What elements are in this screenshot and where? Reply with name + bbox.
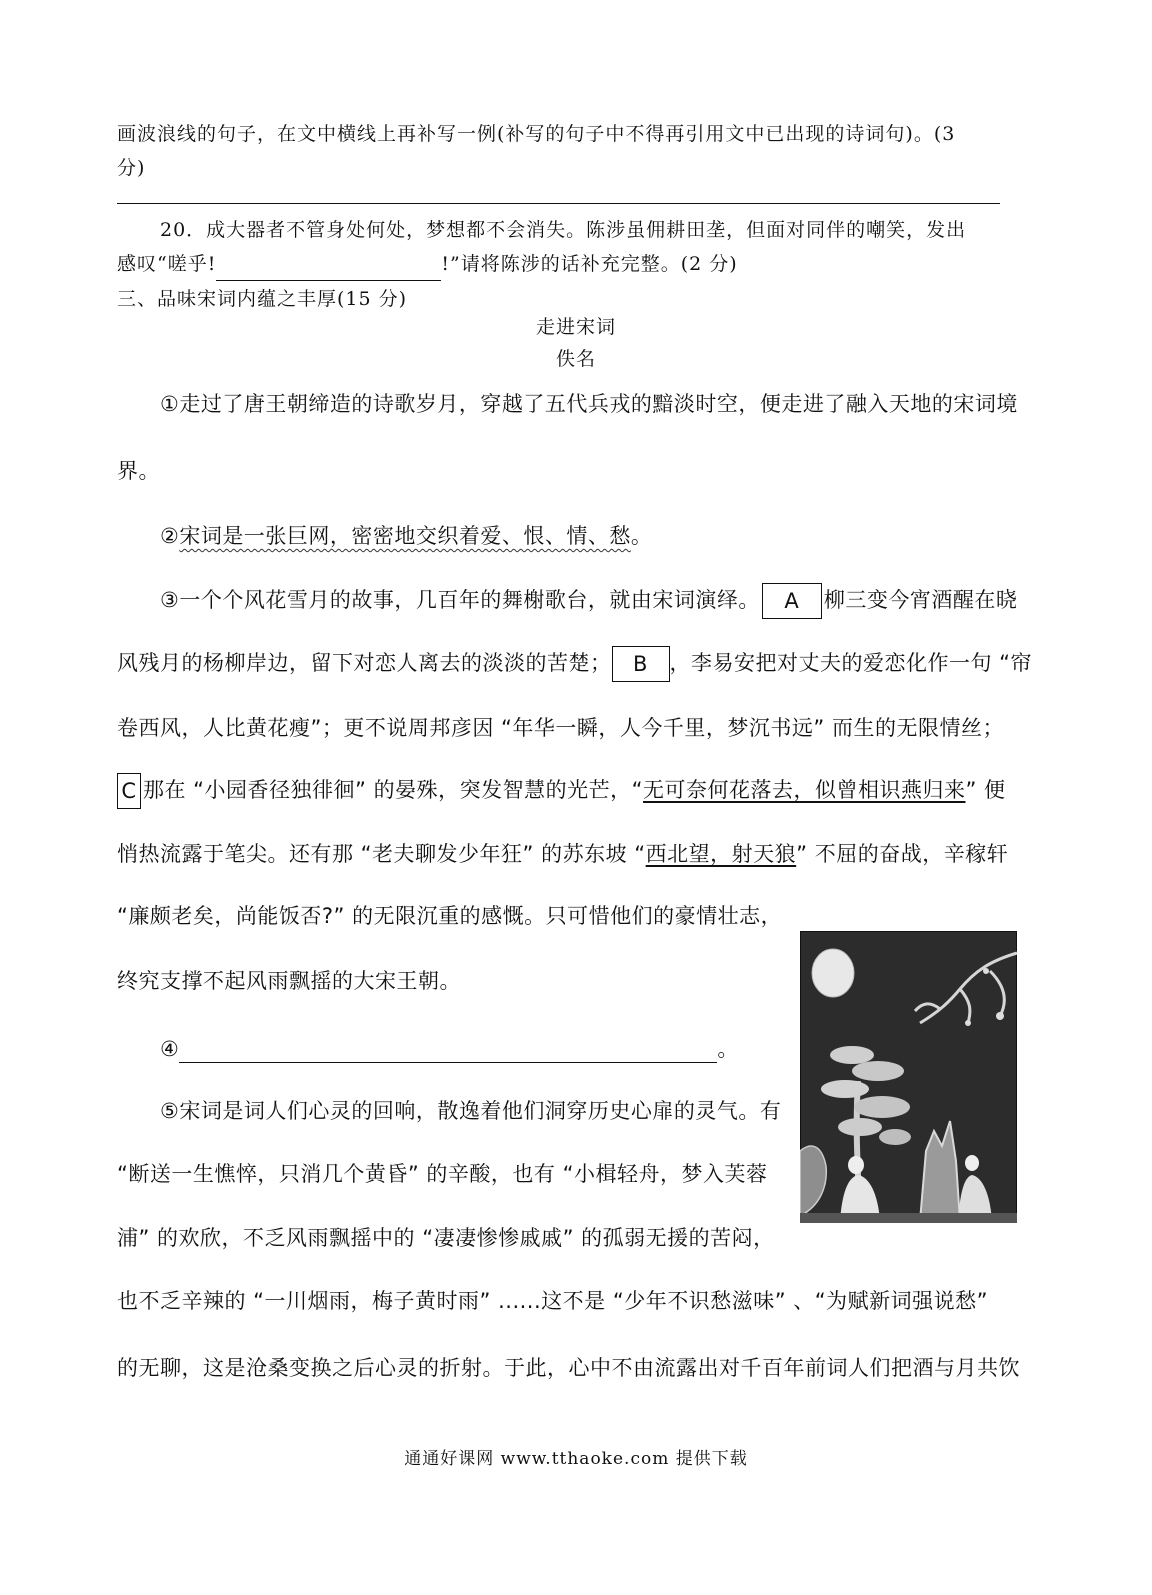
paragraph-1-line: 界。 (117, 459, 160, 483)
paragraph-3-line: 终究支撑不起风雨飘摇的大宋王朝。 (117, 969, 461, 993)
question-text-line: 画波浪线的句子，在文中横线上再补写一例(补写的句子中不得再引用文中已出现的诗词句)。(3 (117, 123, 956, 145)
paragraph-text: 悄热流露于笔尖。还有那 “老夫聊发少年狂” 的苏东坡 “ (117, 842, 646, 866)
paragraph-4-answer-blank[interactable] (179, 1040, 717, 1063)
paragraph-number: ④ (160, 1037, 180, 1061)
paragraph-number: ② (160, 524, 180, 548)
underlined-quote: 无可奈何花落去，似曾相识燕归来 (643, 778, 966, 802)
moon-shape (812, 949, 854, 997)
article-title: 走进宋词 (535, 316, 616, 338)
paragraph-3-line (117, 838, 1008, 868)
paragraph-text: ” 便 (965, 778, 1006, 802)
wavy-underlined-sentence: 宋词是一张巨网，密密地交织着爱、恨、情、愁 (179, 524, 631, 548)
paragraph-text: ” 不屈的奋战，辛稼轩 (796, 842, 1009, 866)
paragraph-3-line: 卷西风，人比黄花瘦”；更不说周邦彦因 “年华一瞬，人今千里，梦沉书远” 而生的无限情丝； (117, 716, 1004, 740)
paragraph-3-line (160, 583, 1017, 619)
paragraph-text: ，李易安把对丈夫的爱恋化作一句 “帘 (669, 651, 1033, 675)
answer-blank-line[interactable] (117, 203, 1000, 204)
q20-text-line: 20．成大器者不管身处何处，梦想都不会消失。陈涉虽佣耕田垄，但面对同伴的嘲笑，发出 (160, 219, 967, 241)
paragraph-punct: 。 (717, 1037, 739, 1061)
paragraph-text: ③一个个风花雪月的故事，几百年的舞榭歌台，就由宋词演绎。 (160, 588, 760, 612)
paragraph-5-line: 的无聊，这是沧桑变换之后心灵的折射。于此，心中不由流露出对千百年前词人们把酒与月共饮 (117, 1356, 1020, 1380)
paragraph-3-line (117, 773, 1006, 809)
paragraph-4 (160, 1033, 739, 1063)
underlined-quote: 西北望，射天狼 (645, 842, 797, 866)
question-text-line: 分) (117, 157, 146, 179)
blank-box-b[interactable]: B (612, 646, 670, 682)
article-author: 佚名 (555, 348, 596, 370)
paragraph-punct: 。 (630, 524, 653, 548)
blank-box-a[interactable]: A (762, 583, 822, 619)
paragraph-3-line (117, 646, 1032, 682)
q20-suffix: !”请将陈涉的话补充完整。(2 分) (441, 253, 738, 275)
paragraph-text: 那在 “小园香径独徘徊” 的晏殊，突发智慧的光芒，“ (143, 778, 643, 802)
paragraph-5-line: ⑤宋词是词人们心灵的回响，散逸着他们洞穿历史心扉的灵气。有 (160, 1099, 782, 1123)
q20-text-line (117, 247, 738, 281)
q20-answer-blank[interactable] (216, 256, 441, 281)
section-heading: 三、品味宋词内蕴之丰厚(15 分) (117, 288, 408, 310)
q20-prefix: 感叹“嗟乎! (117, 253, 217, 275)
paragraph-2 (160, 520, 652, 550)
blank-box-c[interactable]: C (117, 773, 141, 809)
paragraph-text: 风残月的杨柳岸边，留下对恋人离去的淡淡的苦楚； (117, 651, 612, 675)
paragraph-text: 柳三变今宵酒醒在晓 (823, 588, 1018, 612)
paragraph-3-line: “廉颇老矣，尚能饭否?” 的无限沉重的感慨。只可惜他们的豪情壮志， (117, 904, 783, 928)
page-footer: 通通好课网 www.tthaoke.com 提供下载 (404, 1449, 748, 1469)
paragraph-5-line: “断送一生憔悴，只消几个黄昏” 的辛酸，也有 “小楫轻舟，梦入芙蓉 (117, 1162, 768, 1186)
paragraph-1-line: ①走过了唐王朝缔造的诗歌岁月，穿越了五代兵戎的黯淡时空，便走进了融入天地的宋词境 (160, 392, 1018, 416)
paragraph-5-line: 浦” 的欢欣，不乏风雨飘摇中的 “凄凄惨惨戚戚” 的孤弱无援的苦闷， (117, 1226, 775, 1250)
paragraph-5-line: 也不乏辛辣的 “一川烟雨，梅子黄时雨” ......这不是 “少年不识愁滋味” 、“为赋新词强说愁” (117, 1289, 989, 1313)
illustration-moonlit-landscape (800, 931, 1017, 1223)
